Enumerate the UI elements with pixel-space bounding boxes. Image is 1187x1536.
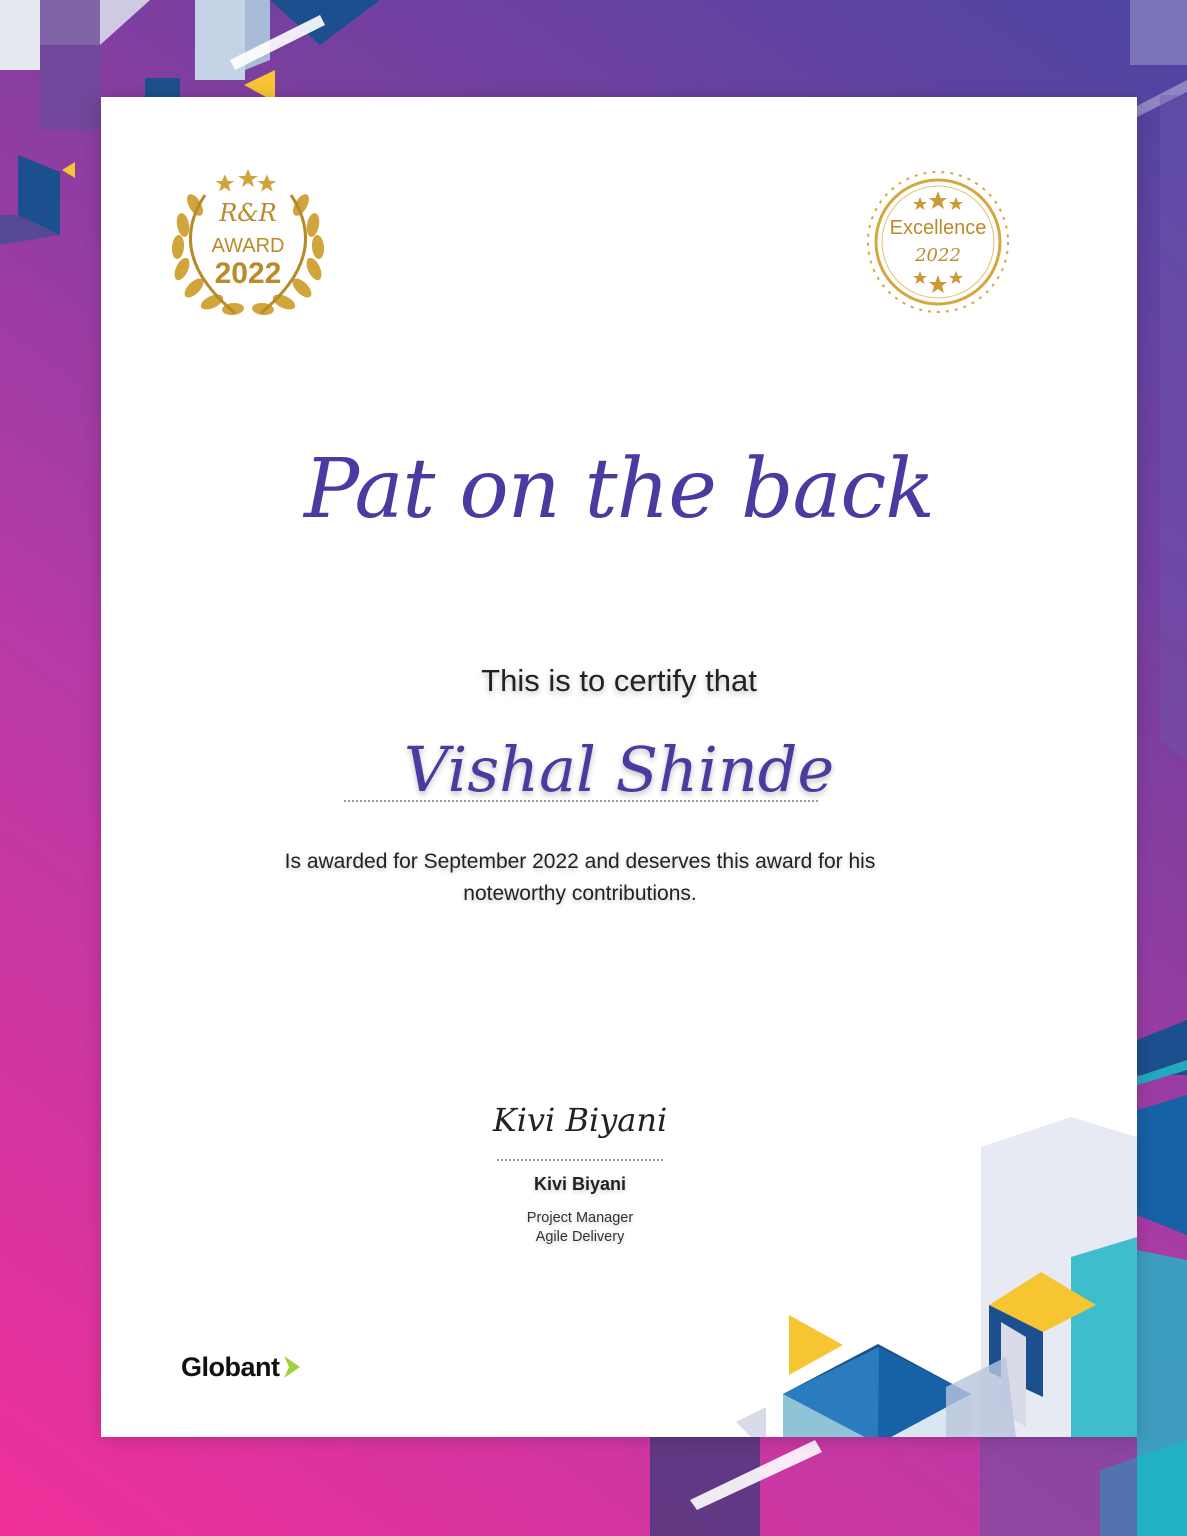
certify-text: This is to certify that — [481, 663, 757, 698]
signature: Kivi Biyani — [492, 1101, 668, 1139]
certificate-card — [101, 97, 1137, 1437]
signatory-name: Kivi Biyani — [533, 1174, 627, 1194]
excellence-badge — [863, 167, 1013, 317]
badge-excellence-text: Excellence — [889, 217, 987, 239]
badge-year-text: 2022 — [214, 257, 282, 290]
rr-award-badge — [165, 165, 331, 321]
signature-line — [497, 1159, 663, 1161]
badge-award-text: AWARD — [211, 235, 285, 257]
signatory-department: Agile Delivery — [535, 1229, 625, 1245]
badge-rr-text: R&R — [219, 199, 277, 227]
logo-text: Globant — [181, 1351, 280, 1382]
recipient-name: Vishal Shinde — [403, 733, 835, 806]
award-description: Is awarded for September 2022 and deserves this award for his noteworthy contributions. — [284, 850, 876, 905]
seal-icon — [863, 167, 1013, 317]
badge-excellence-year: 2022 — [915, 245, 961, 266]
signatory-title: Project Manager — [526, 1210, 634, 1226]
logo-arrow-icon — [282, 1354, 302, 1380]
recipient-underline — [344, 800, 818, 802]
certificate-title: Pat on the back — [304, 442, 934, 537]
company-logo — [181, 1349, 302, 1385]
